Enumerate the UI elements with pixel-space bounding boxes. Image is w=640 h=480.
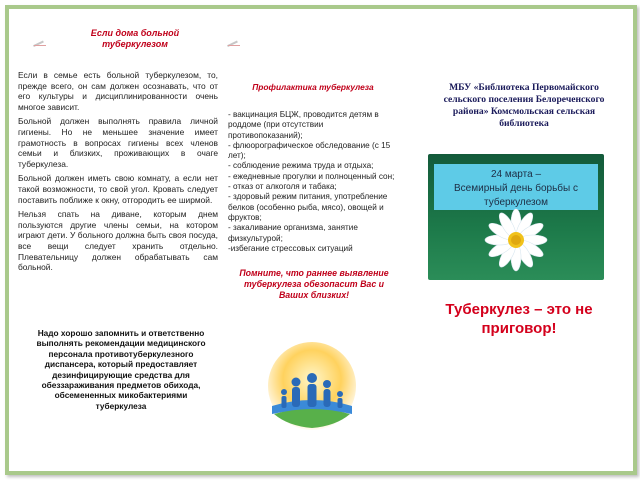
column1-title: Если дома больной туберкулезом (90, 28, 180, 49)
prevention-list (228, 110, 396, 254)
pencil-icon (226, 36, 242, 48)
list-item: - ежедневные прогулки и полноценный сон; (228, 171, 395, 181)
list-item: -избегание стрессовых ситуаций (228, 243, 353, 253)
list-item: - соблюдение режима труда и отдыха; (228, 161, 374, 171)
library-title: МБУ «Библиотека Первомайского сельского поселения Белореченского района» Комсмольская сельская библиотека (443, 82, 605, 129)
slogan: Туберкулез – это не приговор! (445, 301, 593, 337)
list-item: - здоровый режим питания, употребление белков (особенно рыба, мясо), овощей и фруктов; (228, 192, 388, 222)
list-item: - отказ от алкоголя и табака; (228, 182, 337, 192)
event-banner (434, 164, 598, 210)
column1-note: Надо хорошо запомнить и ответственно выполнять рекомендации медицинского персонала противотуберкулезного диспансера, который предоставляет дезинфицирующие средства для обеззараживания предметов обихода, обсемененных микобактериями туберкулеза (36, 328, 206, 411)
paragraph: Больной должен иметь свою комнату, а если нет такой возможности, то свой угол. Кровать следует поставить поближе к окну, отгородить ее ширмой. (18, 173, 218, 205)
daisy-icon (478, 206, 554, 278)
list-item: - закаливание организма, занятие физкультурой; (228, 223, 358, 243)
list-item: - флюорографическое обследование (с 15 лет); (228, 140, 391, 161)
family-logo-icon (266, 340, 358, 432)
column2-title: Профилактика туберкулеза (252, 82, 374, 92)
banner-text: Всемирный день борьбы с туберкулезом (454, 183, 578, 208)
list-item: - вакцинация БЦЖ, проводится детям в роддоме (при отсутствии противопоказаний); (228, 110, 379, 140)
pencil-icon (32, 36, 48, 48)
paragraph: Больной должен выполнять правила личной гигиены. Но не меньшее значение имеет грамотность в вопросах гигиены всех членов семьи и близких, проживающих в очаге туберкулеза. (18, 116, 218, 169)
column1-body (18, 70, 218, 277)
paragraph: Нельзя спать на диване, которым днем пользуются другие члены семьи, на котором играют дети. У больного должна быть своя посуда, все вещи следует хранить отдельно. Плевательницу должен обрабатывать сам больной. (18, 209, 218, 273)
banner-date: 24 марта – (490, 169, 542, 180)
event-poster (428, 154, 604, 280)
remember-note: Помните, что раннее выявление туберкулеза обезопасит Вас и Ваших близких! (239, 268, 389, 300)
paragraph: Если в семье есть больной туберкулезом, то, прежде всего, он сам должен осознавать, что от его культуры и дисциплинированности очень многое зависит. (18, 70, 218, 112)
